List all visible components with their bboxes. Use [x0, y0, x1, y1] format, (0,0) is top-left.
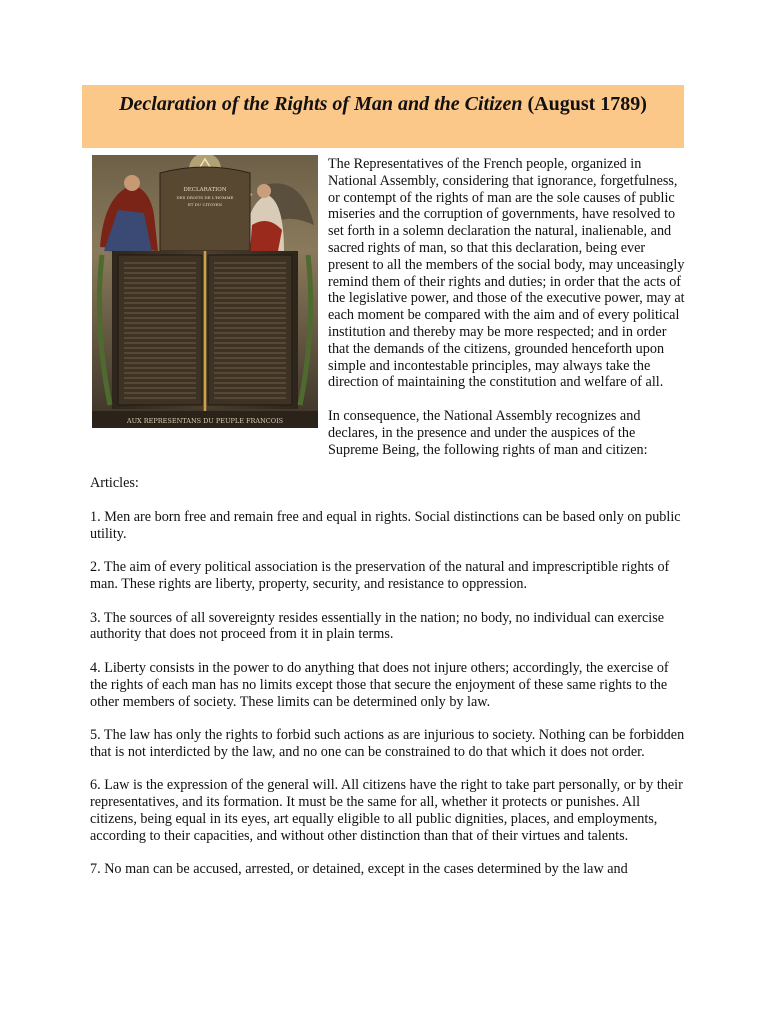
- title-main: Declaration of the Rights of Man and the Citizen: [119, 93, 523, 115]
- document-body: [90, 156, 686, 895]
- painting-caption: AUX REPRESENTANS DU PEUPLE FRANCOIS: [126, 417, 284, 425]
- image-spacer: [90, 156, 328, 446]
- document-title: [82, 85, 684, 148]
- svg-text:DES DROITS DE L'HOMME: DES DROITS DE L'HOMME: [176, 195, 234, 200]
- article-2: 2. The aim of every political association is the preservation of the natural and imprescriptible rights of man. These rights are liberty, property, security, and resistance to oppression.: [90, 559, 670, 592]
- articles-heading: Articles:: [90, 475, 139, 492]
- article-4: 4. Liberty consists in the power to do anything that does not injure others; accordingly, the exercise of the rights of each man has no limits except those that secure the enjoyment of these same rights to the other members of society. These limits can be determined only by law.: [90, 659, 669, 710]
- article-5: 5. The law has only the rights to forbid such actions as are injurious to society. Nothing can be forbidden that is not interdicted by the law, and no one can be constrained to do that which it does not order.: [90, 727, 685, 760]
- article-6: 6. Law is the expression of the general will. All citizens have the right to take part personally, or by their representatives, and its formation. It must be the same for all, whether it protects or punishes. All citizens, being equal in its eyes, art equally eligible to all public dignities, places, and employments, according to their capacities, and without other distinction than that of their virtues and talents.: [90, 777, 683, 844]
- consequence-paragraph: In consequence, the National Assembly recognizes and declares, in the presence and under the auspices of the Supreme Being, the following rights of man and citizen:: [328, 407, 648, 458]
- svg-text:ET DU CITOYEN: ET DU CITOYEN: [187, 202, 223, 207]
- preamble-paragraph: The Representatives of the French people, organized in National Assembly, considering that ignorance, forgetfulness, or contempt of the rights of man are the sole causes of public miseries and the corruption of governments, have resolved to set forth in a solemn declaration the natural, inalienable, and sacred rights of man, so that this declaration, being ever present to all the members of the social body, may unceasingly remind them of their rights and duties; in order that the acts of the legislative power, and those of the executive power, may at each moment be compared with the aim and of every political institution and thereby may be more respected; and in order that the demands of the citizens, grounded henceforth upon simple and incontestable principles, may always take the direction of maintaining the constitution and welfare of all.: [328, 156, 685, 391]
- article-3: 3. The sources of all sovereignty resides essentially in the nation; no body, no individual can exercise authority that does not proceed from it in plain terms.: [90, 609, 665, 643]
- article-7: 7. No man can be accused, arrested, or detained, except in the cases determined by the law and: [90, 861, 628, 878]
- svg-text:DECLARATION: DECLARATION: [183, 187, 227, 193]
- title-date: (August 1789): [522, 93, 647, 115]
- article-1: 1. Men are born free and remain free and equal in rights. Social distinctions can be based only on public utility.: [90, 508, 681, 542]
